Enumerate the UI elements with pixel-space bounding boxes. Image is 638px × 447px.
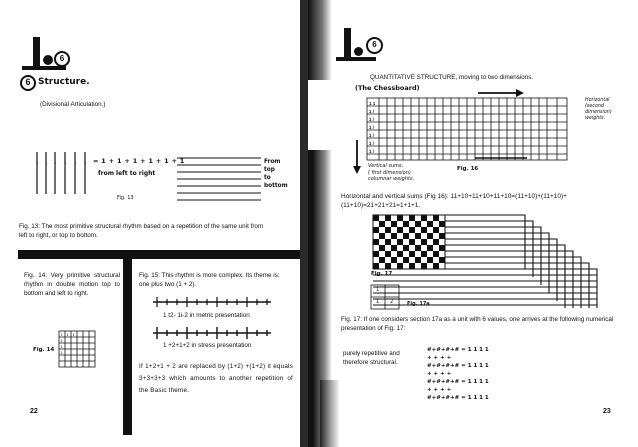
horizontal-black-bar — [18, 250, 300, 259]
svg-text:1 /: 1 / — [369, 109, 375, 114]
svg-text:1 /: 1 / — [369, 133, 375, 138]
fig15-paragraph: If 1+2+1 + 2 are replaced by (1+2) +(1+2) it equals 3+3+3+3 which amounts to another repetition of the Basic theme. — [139, 363, 293, 394]
fig17-numeric-pattern — [425, 345, 515, 405]
fig17-label: Fig. 17 — [371, 271, 393, 277]
fig17a-cell-1: 1 — [376, 287, 380, 293]
fig17a-cell-2: 1 — [376, 299, 380, 305]
vertical-note-line-2: ( first dimension) — [368, 169, 411, 176]
pattern-row: + + + + — [427, 355, 452, 361]
logo-small-circle — [54, 51, 70, 67]
logo-big-dot — [43, 55, 53, 65]
pattern-row: + + + + — [427, 371, 452, 377]
svg-text:1: 1 — [60, 344, 63, 349]
svg-text:1: 1 — [60, 350, 63, 355]
fig15-metric-bar — [153, 296, 273, 308]
svg-text:1 /: 1 / — [369, 117, 375, 122]
fig17-nested-lines — [373, 213, 608, 313]
ttb-word-1: From — [264, 159, 281, 165]
fig16-label: Fig. 16 — [457, 166, 479, 172]
svg-text:1: 1 — [60, 338, 63, 343]
fig14-grid — [58, 330, 98, 370]
fig16-table — [367, 96, 577, 166]
spine-top — [308, 0, 332, 80]
fig17a-cell-3: 2 — [390, 299, 394, 305]
logo-small-digit: 6 — [59, 54, 65, 63]
down-arrow-icon — [352, 140, 362, 175]
vertical-note-line-1: Vertical sums. — [368, 163, 404, 169]
book-spine-shadow — [300, 0, 308, 447]
svg-text:1: 1 — [45, 160, 48, 165]
fig13-horizontal-lines — [175, 155, 265, 205]
fig17a-grid — [370, 284, 402, 312]
fig15-metric-text: 1 t2- 1i-2 in metric presentation — [163, 312, 250, 319]
fig13-vertical-lines — [33, 150, 93, 198]
ttb-word-2: top — [264, 167, 275, 173]
svg-text:1 1: 1 1 — [369, 101, 376, 106]
ttb-word-3: to — [264, 175, 271, 181]
caption-fig14: Fig. 14: Very primitive structural rhythm in double motion top to bottom and left to right. — [24, 272, 120, 297]
svg-text:1 /: 1 / — [369, 141, 375, 146]
svg-text:1: 1 — [74, 160, 77, 165]
pattern-row: #+#+#+# = 1 1 1 1 — [427, 347, 489, 353]
fig13-top-to-bottom — [264, 158, 288, 190]
vertical-black-bar — [123, 259, 132, 435]
fig15-stress-bar — [153, 327, 273, 339]
vertical-note-line-3: columnar weights. — [368, 176, 415, 182]
divisional-articulation: (Divisional Articulation.) — [40, 101, 106, 108]
logo-small-circle-right — [366, 37, 383, 54]
svg-text:1: 1 — [72, 332, 75, 337]
svg-text:1 /: 1 / — [369, 125, 375, 130]
logo-big-dot-right — [354, 47, 363, 56]
svg-text:1 /: 1 / — [369, 149, 375, 154]
fig13-label: Fig. 13 — [117, 195, 134, 201]
pattern-row: #+#+#+# = 1 1 1 1 — [427, 363, 489, 369]
logo-bar-horizontal-right — [336, 57, 376, 61]
vertical-sums-note — [368, 163, 414, 183]
fig14-label: Fig. 14 — [33, 347, 55, 353]
pattern-row: + + + + — [427, 387, 452, 393]
pattern-row: #+#+#+# = 1 1 1 1 — [427, 379, 489, 385]
caption-fig15: Fig. 15: This rhythm is more complex. Its theme is: one plus two (1 + 2). — [139, 272, 280, 288]
structure-heading: Structure. — [38, 77, 90, 87]
caption-fig13: Fig. 13: The most primitive structural rhythm based on a repetition of the same unit from left to right, or top to bottom. — [19, 223, 264, 239]
fig13-left-to-right: from left to right — [98, 170, 156, 177]
chessboard-title: (The Chessboard) — [355, 84, 420, 92]
pattern-row: #+#+#+# = 1 1 1 1 — [427, 395, 489, 401]
logo-bar-vertical — [33, 37, 40, 68]
structure-number-circle — [20, 75, 36, 91]
structure-number: 6 — [25, 77, 31, 87]
page-number-left: 22 — [30, 408, 38, 415]
sums-paragraph: Horizontal and vertical sums (Fig 16): 11+10+11+10+11+10=(11+10)+(11+10)+(11+10)=21+21+21=1+1+1. — [341, 193, 567, 209]
fig13-formula: = 1 + 1 + 1 + 1 + 1 + 1 — [93, 157, 185, 165]
horizontal-weights-note: Horizontal (second dimension) weights. — [585, 98, 612, 121]
page-number-right: 23 — [603, 408, 611, 415]
svg-text:1: 1 — [54, 160, 57, 165]
svg-text:1: 1 — [36, 160, 39, 165]
fig17a-label: Fig. 17a — [407, 301, 430, 307]
logo-bar-vertical-right — [344, 28, 351, 58]
svg-text:1: 1 — [64, 160, 67, 165]
svg-text:1: 1 — [60, 332, 63, 337]
spine-bottom — [320, 380, 340, 447]
svg-text:1: 1 — [66, 332, 69, 337]
caption-fig17: Fig. 17: If one considers section 17a as a unit with 6 values, one arrives at the following numerical presentation of Fig. 17: — [341, 316, 614, 332]
structural-note: purely repetitive and therefore structural. — [343, 350, 400, 366]
quantitative-heading: QUANTITATIVE STRUCTURE, moving to two dimensions. — [370, 74, 534, 81]
logo-small-digit-right: 6 — [372, 40, 377, 49]
ttb-word-4: bottom — [264, 183, 288, 189]
fig15-stress-text: 1 +2+1+2 in stress presentation — [163, 342, 252, 349]
svg-text:1: 1 — [84, 160, 87, 165]
